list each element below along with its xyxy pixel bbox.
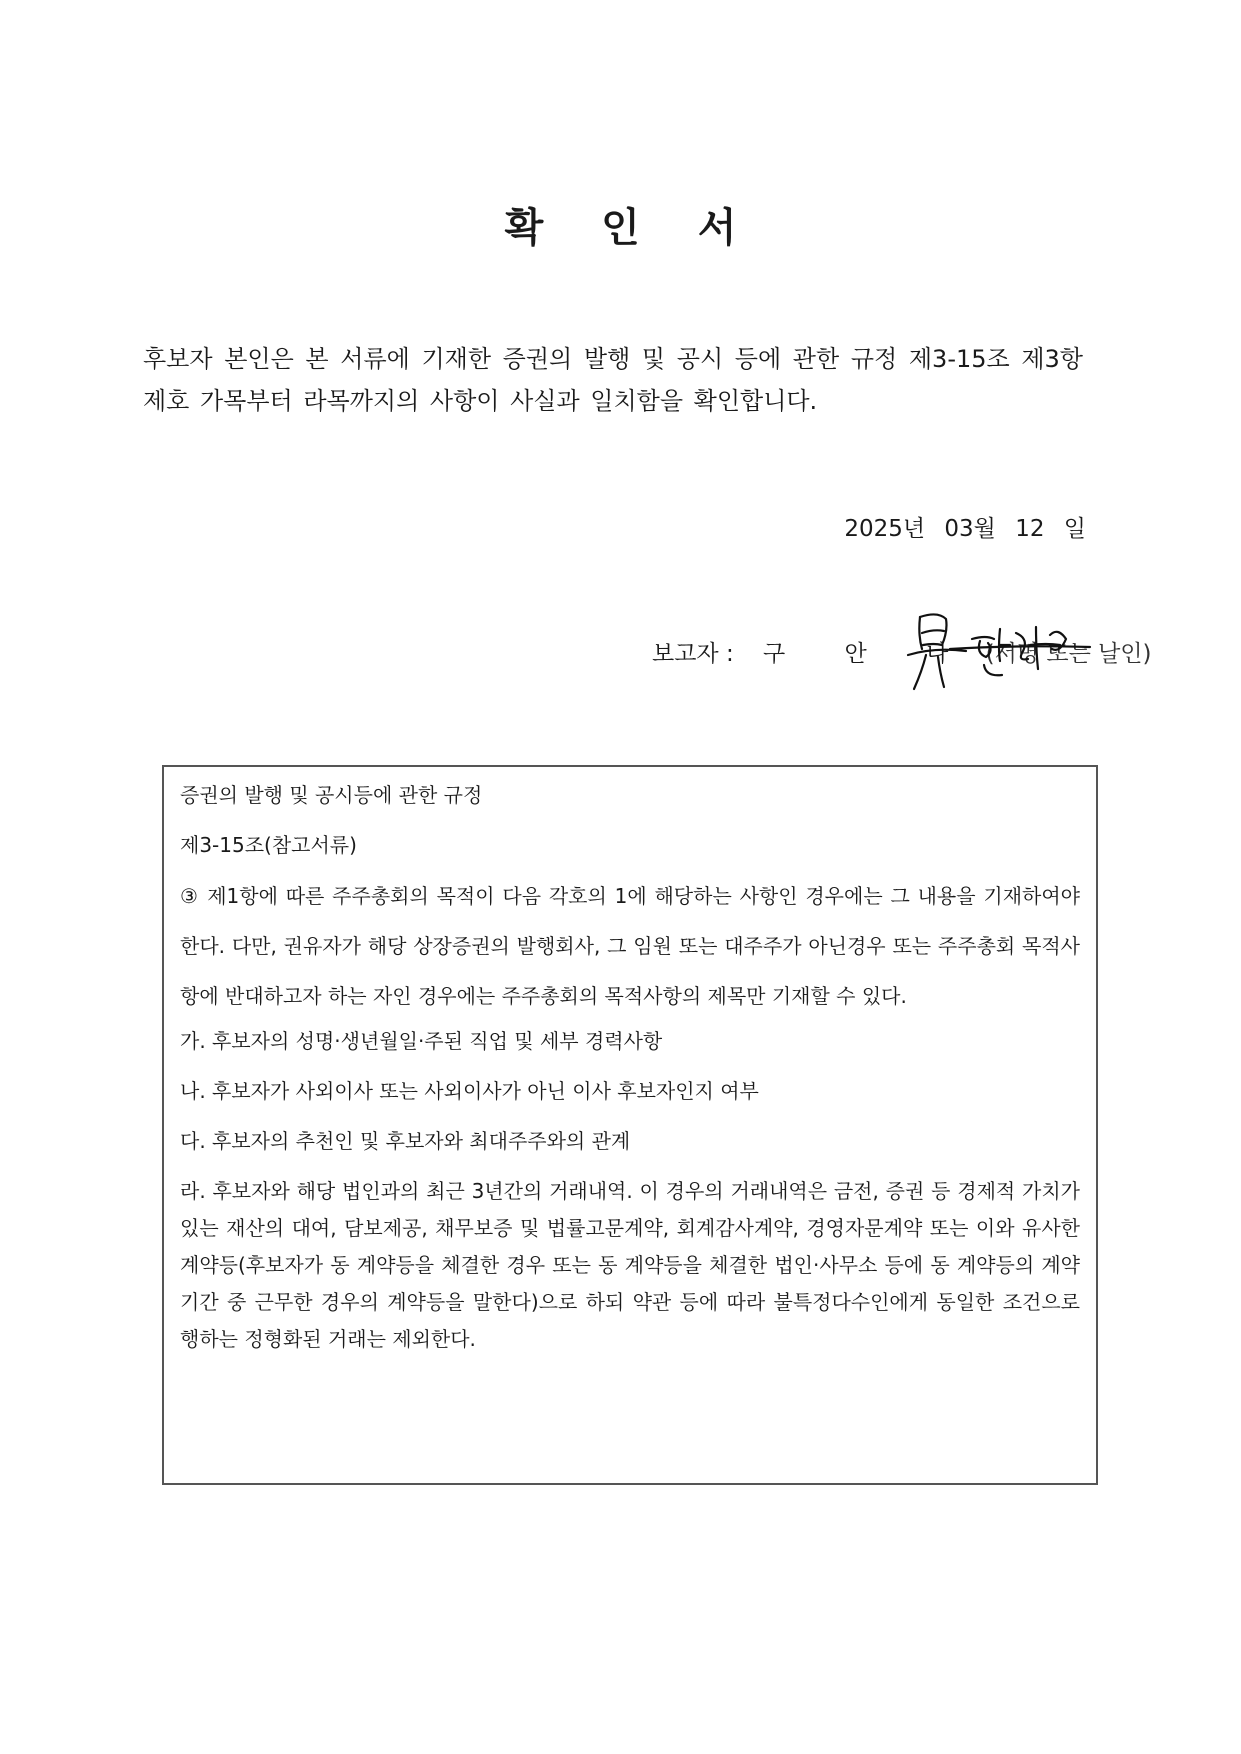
document-date: 2025년 03월 12 일 (844, 516, 1086, 542)
regulation-item-na: 나. 후보자가 사외이사 또는 사외이사가 아닌 이사 후보자인지 여부 (180, 1079, 759, 1103)
regulation-article: 제3-15조(참고서류) (180, 833, 357, 857)
regulation-reference-box (162, 765, 1098, 1485)
regulation-item-ga: 가. 후보자의 성명·생년월일·주된 직업 및 세부 경력사항 (180, 1029, 663, 1053)
reporter-name: 구 안 나 (763, 641, 975, 667)
signature-note: (서명 또는 날인) (985, 641, 1152, 667)
confirmation-statement: 후보자 본인은 본 서류에 기재한 증권의 발행 및 공시 등에 관한 규정 제3-15조 제3항 제호 가목부터 라목까지의 사항이 사실과 일치함을 확인합니다. (143, 345, 1083, 415)
regulation-item-ra: 라. 후보자와 해당 법인과의 최근 3년간의 거래내역. 이 경우의 거래내역은 금전, 증권 등 경제적 가치가 있는 재산의 대여, 담보제공, 채무보증 및 법률고문계약, 회계감사계약, 경영자문계약 또는 이와 유사한 계약등(후보자가 동 계약등을 체결한 경우 또는 동 계약등을 체결한 법인·사무소 등에 동 계약등의 계약기간 중 근무한 경우의 계약등을 말한다)으로 하되 약관 등에 따라 불특정다수인에게 동일한 조건으로 행하는 정형화된 거래는 제외한다. (180, 1179, 1080, 1351)
reporter-label: 보고자 : (652, 641, 734, 667)
regulation-item-da: 다. 후보자의 추천인 및 후보자와 최대주주와의 관계 (180, 1129, 631, 1153)
regulation-heading: 증권의 발행 및 공시등에 관한 규정 (180, 783, 483, 807)
document-title: 확 인 서 (504, 205, 759, 251)
regulation-paragraph: ③ 제1항에 따른 주주총회의 목적이 다음 각호의 1에 해당하는 사항인 경우에는 그 내용을 기재하여야 한다. 다만, 권유자가 해당 상장증권의 발행회사, 그 임원 또는 대주주가 아닌경우 또는 주주총회 목적사항에 반대하고자 하는 자인 경우에는 주주총회의 목적사항의 제목만 기재할 수 있다. (180, 884, 1080, 1008)
handwritten-signature (890, 605, 1100, 695)
